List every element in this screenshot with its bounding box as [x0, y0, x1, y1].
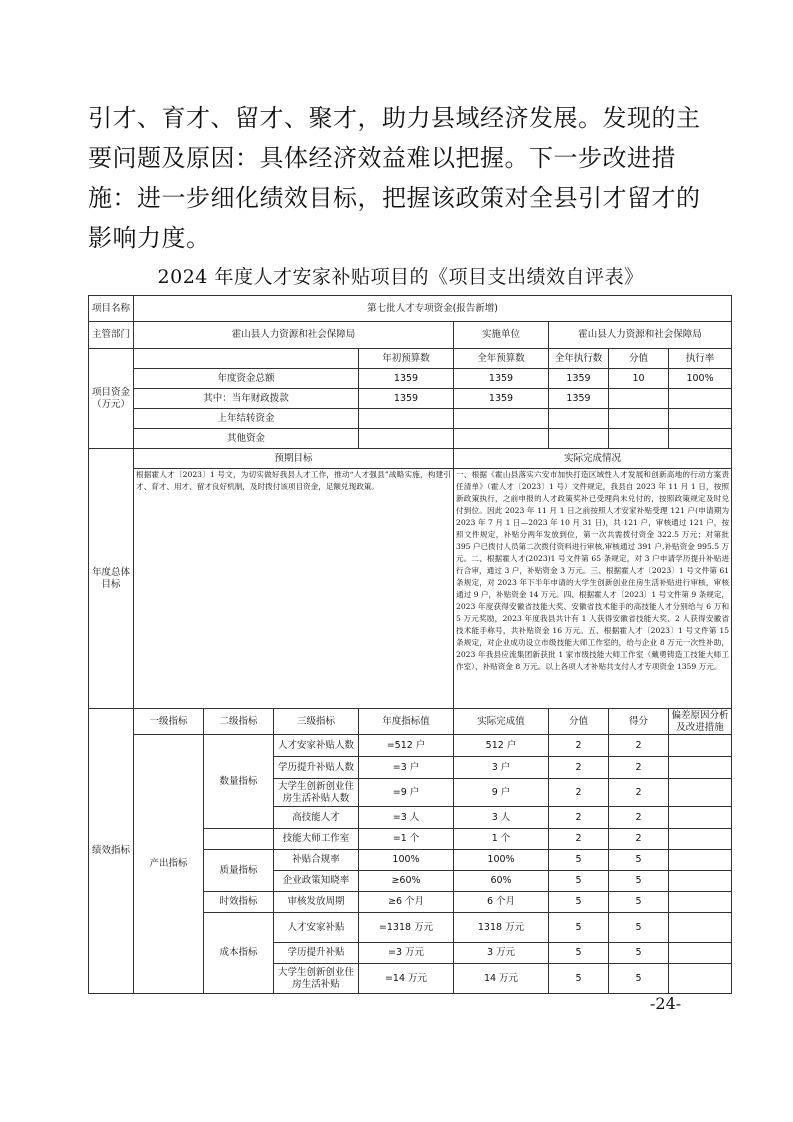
perf-row-points: 5	[609, 850, 669, 871]
project-name-value: 第七批人才专项资金(报告新增)	[134, 296, 732, 322]
perf-row-actual: 3 万元	[454, 943, 549, 964]
perf-row-target: =3 人	[359, 807, 454, 829]
page-number: -24-	[650, 994, 682, 1013]
total-funds-label: 年度资金总额	[134, 369, 359, 389]
perf-row-score: 2	[549, 757, 609, 779]
perf-row-l3: 补贴合规率	[274, 850, 359, 871]
perf-row-score: 2	[549, 779, 609, 807]
executed-header: 全年执行数	[549, 349, 609, 369]
initial-budget-header: 年初预算数	[359, 349, 454, 369]
funds-blank-header	[134, 349, 359, 369]
quantity-indicator-extra	[204, 829, 274, 850]
self-evaluation-table	[88, 295, 732, 994]
actual-completion-header: 实际完成情况	[454, 449, 732, 469]
perf-row-analysis	[669, 964, 732, 994]
current-full: 1359	[454, 389, 549, 409]
total-rate: 100%	[669, 369, 732, 389]
perf-row-score: 2	[549, 829, 609, 850]
current-initial: 1359	[359, 389, 454, 409]
perf-row-analysis	[669, 757, 732, 779]
perf-row-points: 2	[609, 779, 669, 807]
dept-value: 霍山县人力资源和社会保障局	[134, 322, 454, 349]
perf-row-target: =9 户	[359, 779, 454, 807]
intro-paragraph: 引才、育才、留才、聚才，助力县域经济发展。发现的主要问题及原因：具体经济效益难以把握。下一步改进措施：进一步细化绩效目标，把握该政策对全县引才留才的影响力度。	[88, 104, 701, 252]
perf-row-score: 5	[549, 871, 609, 892]
perf-row-analysis	[669, 892, 732, 913]
perf-row-points: 5	[609, 943, 669, 964]
perf-row-points: 5	[609, 913, 669, 943]
perf-target-header: 年度指标值	[359, 709, 454, 735]
perf-row-target: ≥60%	[359, 871, 454, 892]
perf-row-target: =3 万元	[359, 943, 454, 964]
perf-l2-header: 二级指标	[204, 709, 274, 735]
perf-row-actual: 3 户	[454, 757, 549, 779]
perf-row-points: 2	[609, 829, 669, 850]
perf-l1-header: 一级指标	[134, 709, 204, 735]
quantity-indicator-label: 数量指标	[204, 735, 274, 829]
annual-goal-label: 年度总体目标	[89, 449, 134, 709]
total-full: 1359	[454, 369, 549, 389]
perf-row-points: 5	[609, 964, 669, 994]
perf-row-score: 5	[549, 943, 609, 964]
score-header: 分值	[609, 349, 669, 369]
perf-row-target: =512 户	[359, 735, 454, 757]
perf-row-analysis	[669, 829, 732, 850]
impl-unit-label: 实施单位	[454, 322, 549, 349]
perf-row-points: 2	[609, 735, 669, 757]
expected-goal-header: 预期目标	[134, 449, 454, 469]
funds-label: 项目资金（万元）	[89, 349, 134, 449]
perf-row-l3: 大学生创新创业住房生活补贴	[274, 964, 359, 994]
perf-row-target: ≥6 个月	[359, 892, 454, 913]
timeliness-indicator-label: 时效指标	[204, 892, 274, 913]
current-score	[609, 389, 669, 409]
perf-indicators-label: 绩效指标	[89, 709, 134, 994]
perf-actual-header: 实际完成值	[454, 709, 549, 735]
perf-row-l3: 审核发放周期	[274, 892, 359, 913]
perf-row-score: 2	[549, 735, 609, 757]
perf-row-actual: 14 万元	[454, 964, 549, 994]
full-budget-header: 全年预算数	[454, 349, 549, 369]
perf-row-analysis	[669, 943, 732, 964]
perf-row-points: 2	[609, 757, 669, 779]
carryover-funds-label: 上年结转资金	[134, 409, 359, 429]
table-title: 2024 年度人才安家补贴项目的《项目支出绩效自评表》	[157, 266, 644, 288]
perf-row-target: =1 个	[359, 829, 454, 850]
perf-row-actual: 3 人	[454, 807, 549, 829]
other-funds-label: 其他资金	[134, 429, 359, 449]
perf-row-l3: 人才安家补贴	[274, 913, 359, 943]
perf-row-l3: 高技能人才	[274, 807, 359, 829]
perf-row-points: 2	[609, 807, 669, 829]
perf-row-l3: 学历提升补贴人数	[274, 757, 359, 779]
output-indicator-label: 产出指标	[134, 735, 204, 994]
perf-points-header: 得分	[609, 709, 669, 735]
perf-row-score: 5	[549, 913, 609, 943]
perf-row-analysis	[669, 871, 732, 892]
perf-row-analysis	[669, 735, 732, 757]
total-score: 10	[609, 369, 669, 389]
cost-indicator-label: 成本指标	[204, 913, 274, 994]
perf-row-actual: 1 个	[454, 829, 549, 850]
rate-header: 执行率	[669, 349, 732, 369]
total-initial: 1359	[359, 369, 454, 389]
current-executed: 1359	[549, 389, 609, 409]
perf-row-score: 5	[549, 892, 609, 913]
perf-score-header: 分值	[549, 709, 609, 735]
perf-row-l3: 技能大师工作室	[274, 829, 359, 850]
total-executed: 1359	[549, 369, 609, 389]
perf-l3-header: 三级指标	[274, 709, 359, 735]
perf-row-analysis	[669, 807, 732, 829]
perf-row-actual: 1318 万元	[454, 913, 549, 943]
expected-goal-text: 根据霍人才〔2023〕1 号文，为切实做好我县人才工作，推动“人才强县”战略实施，构建引才、育才、用才、留才良好机制，及时拨付该项目资金，足额兑现政策。	[134, 469, 454, 709]
perf-row-analysis	[669, 913, 732, 943]
perf-analysis-header: 偏差原因分析及改进措施	[669, 709, 732, 735]
project-name-label: 项目名称	[89, 296, 134, 322]
current-rate	[669, 389, 732, 409]
perf-row-analysis	[669, 779, 732, 807]
perf-row-points: 5	[609, 892, 669, 913]
perf-row-actual: 60%	[454, 871, 549, 892]
actual-completion-text: 一、根据《霍山县落实六安市加快打造区域性人才发展和创新高地的行动方案责任清单》（霍人才〔2023〕1 号）文件规定，我县自 2023 年 11 月 1 日，按照新政策执行，之前申报的人才政策奖补已受理尚未兑付的，按照政策规定及时兑付到位。因此 2023 年 11 月 1 日之前按照人才安家补贴受理 121 户(申请期为 2023 年 7 月 1 日—2023 年 10 月 31 日)，共 121 户，审核通过 121 户，按照文件规定，补贴分两年发放到位，第一次共需拨付资金 322.5 万元；对第批 395 户已拨付人员第二次拨付资料进行审核,审核通过 391 户,补贴资金 995.5 万元。二、根据霍人才(2023)1 号文件第 65 条规定，对 3 户申请学历提升补贴进行合审，通过 3 户，补贴资金 3 万元。三、根据霍人才〔2023〕1 号文件第 61 条规定，对 2023 年下半年申请的大学生创新创业住房生活补贴进行审核，审核通过 9 户，补贴资金 14 万元。四、根据霍人才〔2023〕1 号文件第 9 条规定，2023 年度获得安徽省技能大奖、安徽省技术能手的高技能人才分别给与 6 万和 5 万元奖励，2023 年度我县共计有 1 人获得安徽省技能大奖、2 人获得安徽省技术能手称号，共补贴资金 16 万元。五、根据霍人才〔2023〕1 号文件第 15 条规定，对企业成功设立市级技能大师工作室的，给与企业 8 万元一次性补助，2023 年我县应流集团新获批 1 家市级技能大师工作室（戴勇铸造工技能大师工作室），补贴资金 8 万元。以上各项人才补贴共支付人才专项资金 1359 万元。	[454, 469, 732, 709]
perf-row-l3: 学历提升补贴	[274, 943, 359, 964]
perf-row-l3: 企业政策知晓率	[274, 871, 359, 892]
dept-label: 主管部门	[89, 322, 134, 349]
perf-row-l3: 大学生创新创业住房生活补贴人数	[274, 779, 359, 807]
perf-row-l3: 人才安家补贴人数	[274, 735, 359, 757]
perf-row-target: =14 万元	[359, 964, 454, 994]
perf-row-analysis	[669, 850, 732, 871]
perf-row-actual: 512 户	[454, 735, 549, 757]
perf-row-score: 5	[549, 964, 609, 994]
quality-indicator-label: 质量指标	[204, 850, 274, 892]
perf-row-target: 100%	[359, 850, 454, 871]
perf-row-score: 2	[549, 807, 609, 829]
current-funds-label: 其中：当年财政拨款	[134, 389, 359, 409]
perf-row-score: 5	[549, 850, 609, 871]
perf-row-actual: 9 户	[454, 779, 549, 807]
perf-row-actual: 6 个月	[454, 892, 549, 913]
perf-row-target: =1318 万元	[359, 913, 454, 943]
impl-unit-value: 霍山县人力资源和社会保障局	[549, 322, 732, 349]
perf-row-actual: 100%	[454, 850, 549, 871]
perf-row-points: 5	[609, 871, 669, 892]
perf-row-target: =3 户	[359, 757, 454, 779]
